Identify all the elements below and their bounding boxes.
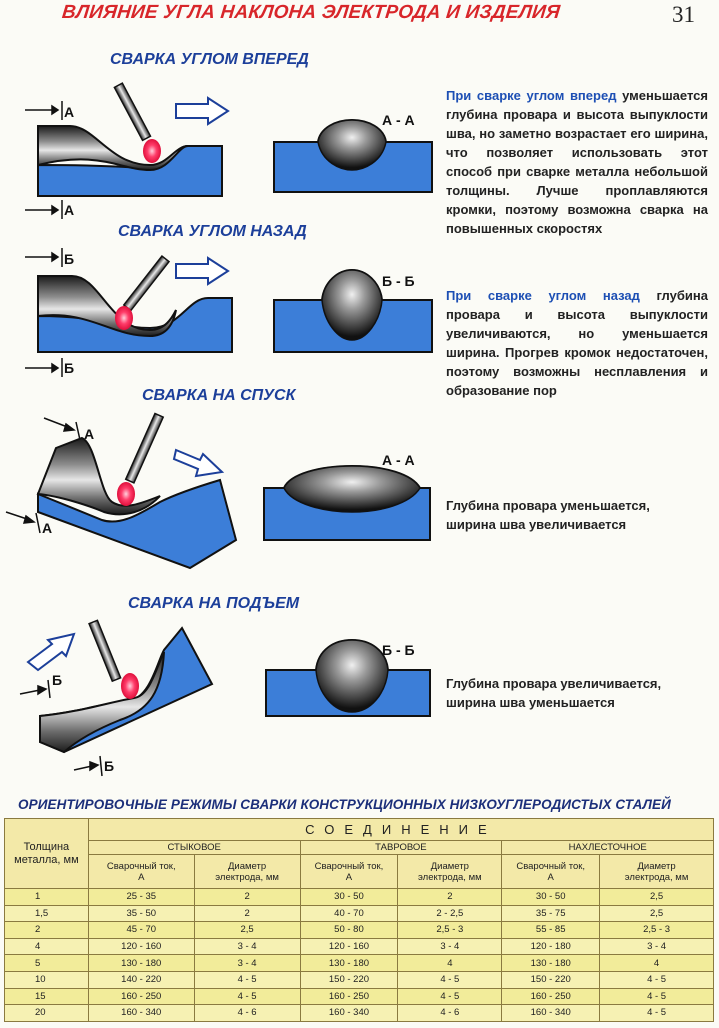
current-cell: 140 - 220 <box>88 971 194 988</box>
current-cell: 130 - 180 <box>300 955 398 972</box>
current-cell: 160 - 250 <box>88 988 194 1005</box>
page-number: 31 <box>672 2 695 27</box>
table-row <box>5 922 714 939</box>
diameter-header: Диаметр электрода, мм <box>600 855 714 889</box>
table-row <box>5 938 714 955</box>
group-header-butt: СТЫКОВОЕ <box>88 841 300 855</box>
current-cell: 120 - 160 <box>300 938 398 955</box>
welding-modes-table <box>4 818 714 1022</box>
current-cell: 45 - 70 <box>88 922 194 939</box>
diameter-cell: 4 - 5 <box>398 988 502 1005</box>
diameter-cell: 3 - 4 <box>600 938 714 955</box>
current-cell: 160 - 250 <box>300 988 398 1005</box>
current-cell: 40 - 70 <box>300 905 398 922</box>
section-heading-backward: СВАРКА УГЛОМ НАЗАД <box>118 223 307 240</box>
uphill-welding-figure <box>0 0 450 800</box>
thickness-cell: 5 <box>5 955 89 972</box>
group-header-lap: НАХЛЕСТОЧНОЕ <box>502 841 714 855</box>
diameter-header: Диаметр электрода, мм <box>398 855 502 889</box>
current-cell: 30 - 50 <box>300 889 398 906</box>
current-cell: 150 - 220 <box>502 971 600 988</box>
current-cell: 55 - 85 <box>502 922 600 939</box>
diameter-cell: 4 - 6 <box>398 1005 502 1022</box>
diameter-cell: 2,5 - 3 <box>600 922 714 939</box>
backward-text: глубина провара и высота выпуклости увеличиваются, но уменьшается ширина. Прогрев кромок недостаточен, поэтому возможны несплавления и образование пор <box>446 288 708 398</box>
thickness-cell: 4 <box>5 938 89 955</box>
cut-label-top: А <box>84 426 95 442</box>
thickness-header: Толщина металла, мм <box>5 819 89 889</box>
diameter-header: Диаметр электрода, мм <box>194 855 300 889</box>
diameter-cell: 2,5 <box>600 889 714 906</box>
thickness-cell: 15 <box>5 988 89 1005</box>
diameter-cell: 2 <box>194 889 300 906</box>
thickness-cell: 1 <box>5 889 89 906</box>
current-cell: 150 - 220 <box>300 971 398 988</box>
thickness-cell: 1,5 <box>5 905 89 922</box>
cut-label-top: А <box>64 104 75 120</box>
table-row <box>5 889 714 906</box>
weld-bead <box>40 652 164 752</box>
page-title: ВЛИЯНИЕ УГЛА НАКЛОНА ЭЛЕКТРОДА И ИЗДЕЛИЯ <box>60 2 562 23</box>
section-heading-forward: СВАРКА УГЛОМ ВПЕРЕД <box>110 51 309 68</box>
current-cell: 160 - 250 <box>502 988 600 1005</box>
diameter-cell: 3 - 4 <box>194 955 300 972</box>
current-cell: 160 - 340 <box>88 1005 194 1022</box>
forward-highlight: При сварке углом вперед <box>446 88 617 103</box>
thickness-cell: 10 <box>5 971 89 988</box>
diameter-cell: 4 - 5 <box>194 988 300 1005</box>
table-row <box>5 1005 714 1022</box>
diameter-cell: 4 <box>600 955 714 972</box>
diameter-cell: 2,5 <box>194 922 300 939</box>
section-label: Б - Б <box>382 642 415 658</box>
cut-marker-top <box>20 680 50 698</box>
diameter-cell: 3 - 4 <box>194 938 300 955</box>
current-header: Сварочный ток, А <box>300 855 398 889</box>
current-header: Сварочный ток, А <box>88 855 194 889</box>
joint-header: СОЕДИНЕНИЕ <box>88 819 713 841</box>
thickness-cell: 20 <box>5 1005 89 1022</box>
current-cell: 160 - 340 <box>300 1005 398 1022</box>
section-label: Б - Б <box>382 273 415 289</box>
electrode <box>89 620 139 699</box>
group-header-tee: ТАВРОВОЕ <box>300 841 502 855</box>
diameter-cell: 2 <box>398 889 502 906</box>
diameter-cell: 2 <box>194 905 300 922</box>
uphill-description <box>446 674 708 712</box>
section-label: А - А <box>382 452 415 468</box>
diameter-cell: 4 - 5 <box>398 971 502 988</box>
backward-description <box>446 286 708 400</box>
table-title: ОРИЕНТИРОВОЧНЫЕ РЕЖИМЫ СВАРКИ КОНСТРУКЦИОННЫХ НИЗКОУГЛЕРОДИСТЫХ СТАЛЕЙ <box>18 797 671 812</box>
table-row <box>5 988 714 1005</box>
diameter-cell: 4 - 5 <box>600 971 714 988</box>
cut-label-top: Б <box>52 672 63 688</box>
table-body <box>5 889 714 1022</box>
uphill-line-1: Глубина провара увеличивается, <box>446 676 662 691</box>
diameter-cell: 3 - 4 <box>398 938 502 955</box>
diameter-cell: 4 - 5 <box>194 971 300 988</box>
cut-label-top: Б <box>64 251 75 267</box>
diameter-cell: 4 - 6 <box>194 1005 300 1022</box>
diameter-cell: 2 - 2,5 <box>398 905 502 922</box>
current-cell: 130 - 180 <box>88 955 194 972</box>
downhill-line-1: Глубина провара уменьшается, <box>446 498 650 513</box>
cut-label-bottom: Б <box>104 758 115 774</box>
forward-text: уменьшается глубина провара и высота выпуклости шва, но заметно возрастает его ширина, что позволяет использовать этот способ при сварке металла небольшой толщины. Лучше проплавляются кромки, поэтому возможна сварка на повышенных скоростях <box>446 88 708 236</box>
current-cell: 130 - 180 <box>502 955 600 972</box>
current-cell: 35 - 75 <box>502 905 600 922</box>
cut-label-bottom: Б <box>64 360 75 376</box>
thickness-cell: 2 <box>5 922 89 939</box>
section-heading-uphill: СВАРКА НА ПОДЪЕМ <box>128 595 300 612</box>
current-cell: 120 - 160 <box>88 938 194 955</box>
forward-description <box>446 86 708 238</box>
section-heading-downhill: СВАРКА НА СПУСК <box>142 387 296 404</box>
current-cell: 160 - 340 <box>502 1005 600 1022</box>
backward-highlight: При сварке углом назад <box>446 288 640 303</box>
cut-label-bottom: А <box>64 202 75 218</box>
diameter-cell: 4 <box>398 955 502 972</box>
table-row <box>5 971 714 988</box>
current-cell: 35 - 50 <box>88 905 194 922</box>
diameter-cell: 4 - 5 <box>600 1005 714 1022</box>
current-cell: 120 - 180 <box>502 938 600 955</box>
downhill-line-2: ширина шва увеличивается <box>446 517 627 532</box>
section-label: А - А <box>382 112 415 128</box>
current-cell: 30 - 50 <box>502 889 600 906</box>
diameter-cell: 2,5 - 3 <box>398 922 502 939</box>
uphill-line-2: ширина шва уменьшается <box>446 695 615 710</box>
cut-label-bottom: А <box>42 520 53 536</box>
table-row <box>5 905 714 922</box>
diameter-cell: 2,5 <box>600 905 714 922</box>
table-row <box>5 955 714 972</box>
direction-arrow <box>28 634 74 670</box>
current-cell: 25 - 35 <box>88 889 194 906</box>
current-cell: 50 - 80 <box>300 922 398 939</box>
downhill-description <box>446 496 708 534</box>
current-header: Сварочный ток, А <box>502 855 600 889</box>
diameter-cell: 4 - 5 <box>600 988 714 1005</box>
cut-marker-bottom <box>74 756 102 776</box>
